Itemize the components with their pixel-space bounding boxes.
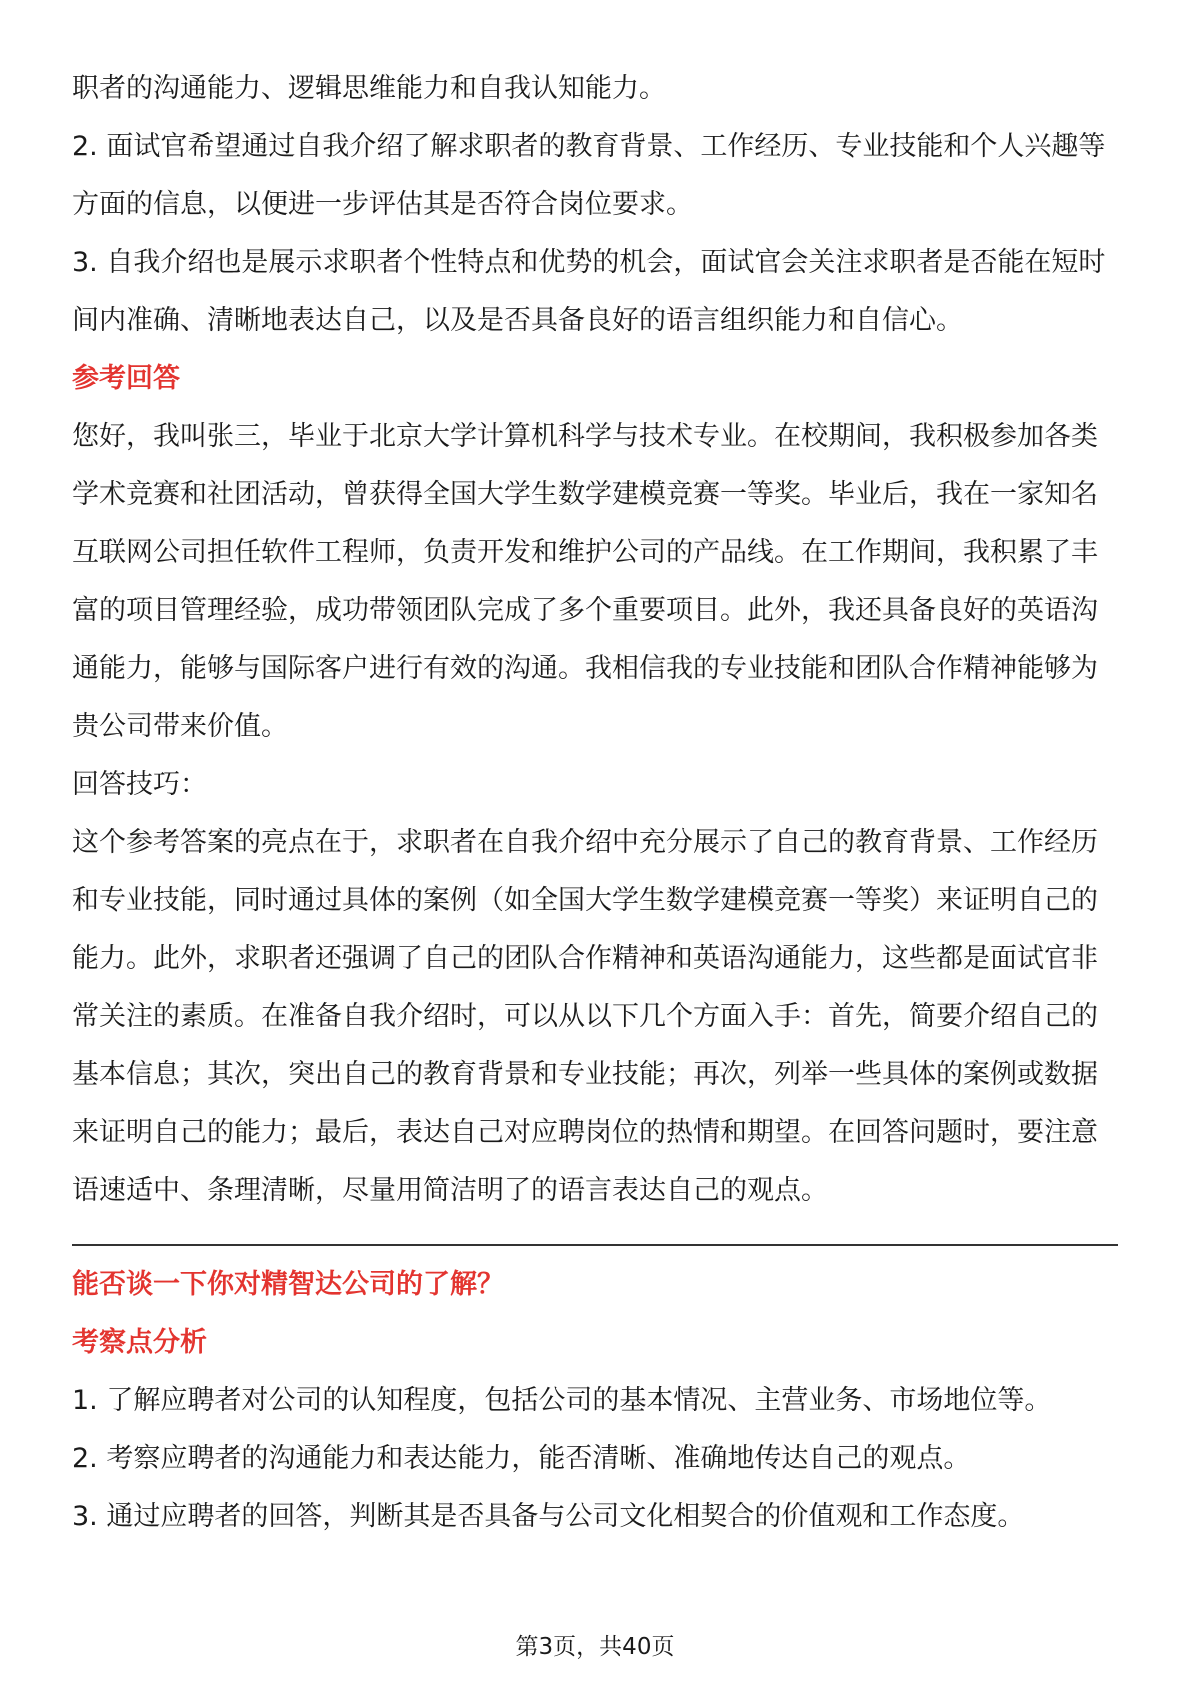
section-divider [72,1244,1118,1246]
page-number: 第3页，共40页 [515,1634,675,1660]
question-title: 能否谈一下你对精智达公司的了解？ [72,1269,504,1300]
paragraph-continuation: 职者的沟通能力、逻辑思维能力和自我认知能力。 [72,73,666,104]
document-body [72,60,1118,1546]
reference-answer-body: 您好，我叫张三，毕业于北京大学计算机科学与技术专业。在校期间，我积极参加各类学术竞赛和社团活动，曾获得全国大学生数学建模竞赛一等奖。毕业后，我在一家知名互联网公司担任软件工程师，负责开发和维护公司的产品线。在工作期间，我积累了丰富的项目管理经验，成功带领团队完成了多个重要项目。此外，我还具备良好的英语沟通能力，能够与国际客户进行有效的沟通。我相信我的专业技能和团队合作精神能够为贵公司带来价值。 [72,421,1098,742]
reference-answer-heading: 参考回答 [72,363,180,394]
analysis-point-1: 1. 了解应聘者对公司的认知程度，包括公司的基本情况、主营业务、市场地位等。 [72,1385,1052,1416]
list-item-2: 2. 面试官希望通过自我介绍了解求职者的教育背景、工作经历、专业技能和个人兴趣等方面的信息，以便进一步评估其是否符合岗位要求。 [72,131,1106,220]
tips-body: 这个参考答案的亮点在于，求职者在自我介绍中充分展示了自己的教育背景、工作经历和专业技能，同时通过具体的案例（如全国大学生数学建模竞赛一等奖）来证明自己的能力。此外，求职者还强调了自己的团队合作精神和英语沟通能力，这些都是面试官非常关注的素质。在准备自我介绍时，可以从以下几个方面入手：首先，简要介绍自己的基本信息；其次，突出自己的教育背景和专业技能；再次，列举一些具体的案例或数据来证明自己的能力；最后，表达自己对应聘岗位的热情和期望。在回答问题时，要注意语速适中、条理清晰，尽量用简洁明了的语言表达自己的观点。 [72,827,1098,1206]
list-item-3: 3. 自我介绍也是展示求职者个性特点和优势的机会，面试官会关注求职者是否能在短时间内准确、清晰地表达自己，以及是否具备良好的语言组织能力和自信心。 [72,247,1106,336]
analysis-point-3: 3. 通过应聘者的回答，判断其是否具备与公司文化相契合的价值观和工作态度。 [72,1501,1025,1532]
analysis-heading: 考察点分析 [72,1327,207,1358]
tips-label: 回答技巧： [72,769,207,800]
analysis-point-2: 2. 考察应聘者的沟通能力和表达能力，能否清晰、准确地传达自己的观点。 [72,1443,971,1474]
